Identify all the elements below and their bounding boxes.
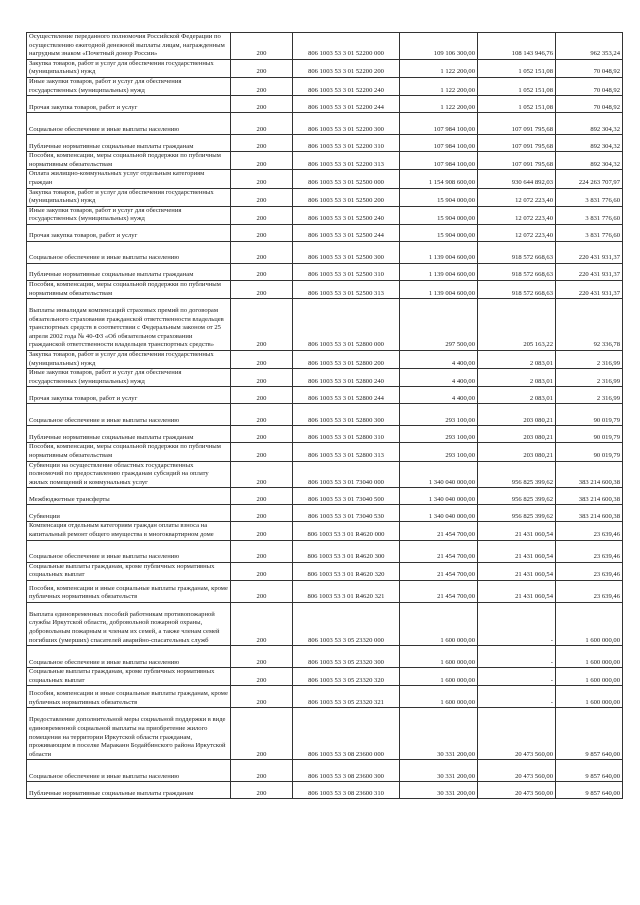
row-executed-cell: 956 825 399,62 — [478, 461, 556, 488]
table-row — [27, 77, 623, 95]
row-name-cell: Социальное обеспечение и иные выплаты населению — [27, 241, 231, 263]
row-name-cell: Социальные выплаты гражданам, кроме публичных нормативных социальных выплат — [27, 562, 231, 580]
table-row — [27, 59, 623, 77]
row-executed-cell: 107 091 795,68 — [478, 152, 556, 170]
row-unexecuted-cell: 90 019,79 — [556, 426, 623, 443]
row-unexecuted-cell: 220 431 931,37 — [556, 280, 623, 298]
row-approved-cell: 4 400,00 — [400, 351, 478, 369]
row-budget-code-cell: 806 1003 53 3 01 52200 200 — [293, 59, 400, 77]
row-approved-cell: 107 984 100,00 — [400, 113, 478, 135]
row-approved-cell: 1 600 000,00 — [400, 668, 478, 686]
row-unexecuted-cell: 3 831 776,60 — [556, 224, 623, 241]
row-budget-code-cell: 806 1003 53 3 01 52800 000 — [293, 299, 400, 351]
row-executed-cell: 20 473 560,00 — [478, 782, 556, 799]
table-row — [27, 387, 623, 404]
row-approved-cell: 1 340 040 000,00 — [400, 505, 478, 522]
row-unexecuted-cell: 92 336,78 — [556, 299, 623, 351]
table-row — [27, 562, 623, 580]
row-admin-code-cell: 200 — [231, 562, 293, 580]
row-unexecuted-cell: 23 639,46 — [556, 580, 623, 602]
row-budget-code-cell: 806 1003 53 3 05 23320 300 — [293, 646, 400, 668]
row-executed-cell: 918 572 668,63 — [478, 280, 556, 298]
row-approved-cell: 21 454 700,00 — [400, 522, 478, 540]
row-executed-cell: 203 080,21 — [478, 426, 556, 443]
row-budget-code-cell: 806 1003 53 3 01 52200 310 — [293, 135, 400, 152]
row-budget-code-cell: 806 1003 53 3 01 R4620 000 — [293, 522, 400, 540]
row-admin-code-cell: 200 — [231, 135, 293, 152]
row-executed-cell: 930 644 892,03 — [478, 170, 556, 188]
row-budget-code-cell: 806 1003 53 3 01 52500 200 — [293, 188, 400, 206]
row-admin-code-cell: 200 — [231, 280, 293, 298]
row-admin-code-cell: 200 — [231, 404, 293, 426]
row-unexecuted-cell: 220 431 931,37 — [556, 263, 623, 280]
table-row — [27, 152, 623, 170]
row-executed-cell: 21 431 060,54 — [478, 580, 556, 602]
row-name-cell: Социальные выплаты гражданам, кроме публичных нормативных социальных выплат — [27, 668, 231, 686]
row-unexecuted-cell: 383 214 600,38 — [556, 461, 623, 488]
row-admin-code-cell: 200 — [231, 522, 293, 540]
row-unexecuted-cell: 2 316,99 — [556, 387, 623, 404]
row-unexecuted-cell: 892 304,32 — [556, 135, 623, 152]
table-row — [27, 505, 623, 522]
row-executed-cell: 203 080,21 — [478, 443, 556, 461]
row-admin-code-cell: 200 — [231, 540, 293, 562]
row-admin-code-cell: 200 — [231, 188, 293, 206]
row-executed-cell: 2 083,01 — [478, 351, 556, 369]
row-admin-code-cell: 200 — [231, 170, 293, 188]
row-executed-cell: - — [478, 646, 556, 668]
table-row — [27, 206, 623, 224]
row-budget-code-cell: 806 1003 53 3 01 52800 300 — [293, 404, 400, 426]
row-name-cell: Иные закупки товаров, работ и услуг для обеспечения государственных (муниципальных) нужд — [27, 77, 231, 95]
row-admin-code-cell: 200 — [231, 113, 293, 135]
row-admin-code-cell: 200 — [231, 33, 293, 60]
row-approved-cell: 30 331 200,00 — [400, 708, 478, 760]
row-name-cell: Социальное обеспечение и иные выплаты населению — [27, 404, 231, 426]
row-approved-cell: 1 154 908 600,00 — [400, 170, 478, 188]
row-name-cell: Публичные нормативные социальные выплаты гражданам — [27, 426, 231, 443]
row-name-cell: Иные закупки товаров, работ и услуг для обеспечения государственных (муниципальных) нужд — [27, 206, 231, 224]
row-executed-cell: 1 052 151,08 — [478, 96, 556, 113]
table-row — [27, 708, 623, 760]
row-admin-code-cell: 200 — [231, 351, 293, 369]
row-budget-code-cell: 806 1003 53 3 01 52500 240 — [293, 206, 400, 224]
row-name-cell: Закупка товаров, работ и услуг для обеспечения государственных (муниципальных) нужд — [27, 188, 231, 206]
row-executed-cell: - — [478, 602, 556, 645]
row-budget-code-cell: 806 1003 53 3 01 73040 000 — [293, 461, 400, 488]
row-unexecuted-cell: 70 048,92 — [556, 96, 623, 113]
row-unexecuted-cell: 224 263 707,97 — [556, 170, 623, 188]
row-approved-cell: 107 984 100,00 — [400, 152, 478, 170]
row-budget-code-cell: 806 1003 53 3 01 52800 244 — [293, 387, 400, 404]
row-approved-cell: 30 331 200,00 — [400, 760, 478, 782]
row-approved-cell: 1 139 004 600,00 — [400, 241, 478, 263]
table-row — [27, 96, 623, 113]
row-unexecuted-cell: 2 316,99 — [556, 351, 623, 369]
row-name-cell: Публичные нормативные социальные выплаты гражданам — [27, 782, 231, 799]
row-name-cell: Осуществление переданного полномочия Российской Федерации по осуществлению ежегодной денежной выплаты лицам, награжденным нагрудным знаком «Почетный донор России» — [27, 33, 231, 60]
row-name-cell: Социальное обеспечение и иные выплаты населению — [27, 646, 231, 668]
row-admin-code-cell: 200 — [231, 263, 293, 280]
row-unexecuted-cell: 9 857 640,00 — [556, 760, 623, 782]
row-budget-code-cell: 806 1003 53 3 05 23320 320 — [293, 668, 400, 686]
table-row — [27, 426, 623, 443]
row-approved-cell: 1 139 004 600,00 — [400, 263, 478, 280]
row-name-cell: Пособия, компенсации и иные социальные выплаты гражданам, кроме публичных нормативных обязательств — [27, 580, 231, 602]
row-name-cell: Публичные нормативные социальные выплаты гражданам — [27, 263, 231, 280]
row-budget-code-cell: 806 1003 53 3 01 R4620 300 — [293, 540, 400, 562]
row-unexecuted-cell: 1 600 000,00 — [556, 602, 623, 645]
row-executed-cell: 107 091 795,68 — [478, 135, 556, 152]
table-row — [27, 299, 623, 351]
row-budget-code-cell: 806 1003 53 3 01 52800 200 — [293, 351, 400, 369]
row-unexecuted-cell: 9 857 640,00 — [556, 782, 623, 799]
table-row — [27, 443, 623, 461]
row-name-cell: Предоставление дополнительной меры социальной поддержки в виде единовременной социальной выплаты на приобретение жилого помещения на территории Иркутской области гражданам, проживающим в поселке Мараканн Бодайбинского района Иркутской области — [27, 708, 231, 760]
row-budget-code-cell: 806 1003 53 3 01 52500 310 — [293, 263, 400, 280]
row-name-cell: Прочая закупка товаров, работ и услуг — [27, 387, 231, 404]
row-approved-cell: 15 904 000,00 — [400, 188, 478, 206]
row-executed-cell: 1 052 151,08 — [478, 59, 556, 77]
row-admin-code-cell: 200 — [231, 488, 293, 505]
row-admin-code-cell: 200 — [231, 96, 293, 113]
row-budget-code-cell: 806 1003 53 3 01 52200 240 — [293, 77, 400, 95]
row-admin-code-cell: 200 — [231, 224, 293, 241]
row-name-cell: Публичные нормативные социальные выплаты гражданам — [27, 135, 231, 152]
row-admin-code-cell: 200 — [231, 782, 293, 799]
row-budget-code-cell: 806 1003 53 3 01 R4620 321 — [293, 580, 400, 602]
row-executed-cell: 20 473 560,00 — [478, 760, 556, 782]
row-executed-cell: - — [478, 668, 556, 686]
row-budget-code-cell: 806 1003 53 3 01 73040 530 — [293, 505, 400, 522]
row-budget-code-cell: 806 1003 53 3 01 73040 500 — [293, 488, 400, 505]
row-unexecuted-cell: 3 831 776,60 — [556, 206, 623, 224]
table-row — [27, 760, 623, 782]
row-executed-cell: 205 163,22 — [478, 299, 556, 351]
row-unexecuted-cell: 220 431 931,37 — [556, 241, 623, 263]
row-approved-cell: 109 106 300,00 — [400, 33, 478, 60]
row-admin-code-cell: 200 — [231, 77, 293, 95]
row-unexecuted-cell: 892 304,32 — [556, 113, 623, 135]
row-executed-cell: 1 052 151,08 — [478, 77, 556, 95]
row-approved-cell: 1 340 040 000,00 — [400, 461, 478, 488]
row-approved-cell: 15 904 000,00 — [400, 224, 478, 241]
row-name-cell: Социальное обеспечение и иные выплаты населению — [27, 760, 231, 782]
row-approved-cell: 1 122 200,00 — [400, 77, 478, 95]
table-row — [27, 522, 623, 540]
row-admin-code-cell: 200 — [231, 505, 293, 522]
row-name-cell: Межбюджетные трансферты — [27, 488, 231, 505]
row-unexecuted-cell: 23 639,46 — [556, 540, 623, 562]
row-approved-cell: 21 454 700,00 — [400, 540, 478, 562]
row-budget-code-cell: 806 1003 53 3 08 23600 000 — [293, 708, 400, 760]
row-admin-code-cell: 200 — [231, 461, 293, 488]
row-admin-code-cell: 200 — [231, 708, 293, 760]
row-budget-code-cell: 806 1003 53 3 08 23600 310 — [293, 782, 400, 799]
row-admin-code-cell: 200 — [231, 760, 293, 782]
row-name-cell: Оплата жилищно-коммунальных услуг отдельным категориям граждан — [27, 170, 231, 188]
row-executed-cell: 21 431 060,54 — [478, 540, 556, 562]
row-admin-code-cell: 200 — [231, 241, 293, 263]
row-executed-cell: 2 083,01 — [478, 369, 556, 387]
row-budget-code-cell: 806 1003 53 3 01 52800 313 — [293, 443, 400, 461]
row-admin-code-cell: 200 — [231, 443, 293, 461]
table-row — [27, 135, 623, 152]
row-name-cell: Компенсация отдельным категориям граждан оплаты взноса на капитальный ремонт общего имущества в многоквартирном доме — [27, 522, 231, 540]
row-unexecuted-cell: 90 019,79 — [556, 443, 623, 461]
row-unexecuted-cell: 383 214 600,38 — [556, 505, 623, 522]
row-admin-code-cell: 200 — [231, 668, 293, 686]
row-approved-cell: 293 100,00 — [400, 443, 478, 461]
row-budget-code-cell: 806 1003 53 3 01 52800 240 — [293, 369, 400, 387]
row-executed-cell: 203 080,21 — [478, 404, 556, 426]
row-executed-cell: 21 431 060,54 — [478, 562, 556, 580]
table-row — [27, 369, 623, 387]
table-row — [27, 686, 623, 708]
row-executed-cell: 2 083,01 — [478, 387, 556, 404]
row-unexecuted-cell: 1 600 000,00 — [556, 646, 623, 668]
row-unexecuted-cell: 23 639,46 — [556, 522, 623, 540]
row-admin-code-cell: 200 — [231, 646, 293, 668]
table-row — [27, 241, 623, 263]
row-admin-code-cell: 200 — [231, 387, 293, 404]
row-approved-cell: 293 100,00 — [400, 404, 478, 426]
row-budget-code-cell: 806 1003 53 3 01 R4620 320 — [293, 562, 400, 580]
table-row — [27, 280, 623, 298]
row-admin-code-cell: 200 — [231, 686, 293, 708]
row-approved-cell: 1 600 000,00 — [400, 646, 478, 668]
row-unexecuted-cell: 3 831 776,60 — [556, 188, 623, 206]
row-executed-cell: 108 143 946,76 — [478, 33, 556, 60]
row-name-cell: Прочая закупка товаров, работ и услуг — [27, 224, 231, 241]
row-executed-cell: - — [478, 686, 556, 708]
table-row — [27, 602, 623, 645]
row-unexecuted-cell: 70 048,92 — [556, 59, 623, 77]
row-executed-cell: 107 091 795,68 — [478, 113, 556, 135]
row-executed-cell: 21 431 060,54 — [478, 522, 556, 540]
row-budget-code-cell: 806 1003 53 3 01 52200 313 — [293, 152, 400, 170]
table-row — [27, 668, 623, 686]
row-budget-code-cell: 806 1003 53 3 01 52800 310 — [293, 426, 400, 443]
row-executed-cell: 12 072 223,40 — [478, 206, 556, 224]
row-name-cell: Социальное обеспечение и иные выплаты населению — [27, 540, 231, 562]
row-budget-code-cell: 806 1003 53 3 08 23600 300 — [293, 760, 400, 782]
budget-report-page — [26, 32, 622, 799]
row-approved-cell: 107 984 100,00 — [400, 135, 478, 152]
row-executed-cell: 918 572 668,63 — [478, 263, 556, 280]
row-unexecuted-cell: 892 304,32 — [556, 152, 623, 170]
row-budget-code-cell: 806 1003 53 3 05 23320 000 — [293, 602, 400, 645]
row-unexecuted-cell: 1 600 000,00 — [556, 668, 623, 686]
table-row — [27, 33, 623, 60]
row-admin-code-cell: 200 — [231, 206, 293, 224]
table-row — [27, 580, 623, 602]
row-budget-code-cell: 806 1003 53 3 01 52500 000 — [293, 170, 400, 188]
row-unexecuted-cell: 2 316,99 — [556, 369, 623, 387]
row-admin-code-cell: 200 — [231, 299, 293, 351]
table-row — [27, 404, 623, 426]
row-name-cell: Выплата единовременных пособий работникам противопожарной службы Иркутской области, добровольной пожарной охраны, добровольным пожарным и членам их семей, а также членам семей погибших (умерших) спасателей аварийно-спасательных служб — [27, 602, 231, 645]
row-name-cell: Социальное обеспечение и иные выплаты населению — [27, 113, 231, 135]
row-budget-code-cell: 806 1003 53 3 01 52500 244 — [293, 224, 400, 241]
row-admin-code-cell: 200 — [231, 580, 293, 602]
row-name-cell: Пособия, компенсации, меры социальной поддержки по публичным нормативным обязательствам — [27, 443, 231, 461]
row-approved-cell: 15 904 000,00 — [400, 206, 478, 224]
row-executed-cell: 12 072 223,40 — [478, 188, 556, 206]
row-executed-cell: 20 473 560,00 — [478, 708, 556, 760]
table-row — [27, 113, 623, 135]
row-approved-cell: 4 400,00 — [400, 369, 478, 387]
row-admin-code-cell: 200 — [231, 152, 293, 170]
table-row — [27, 263, 623, 280]
row-name-cell: Иные закупки товаров, работ и услуг для обеспечения государственных (муниципальных) нужд — [27, 369, 231, 387]
row-unexecuted-cell: 70 048,92 — [556, 77, 623, 95]
row-executed-cell: 918 572 668,63 — [478, 241, 556, 263]
row-unexecuted-cell: 1 600 000,00 — [556, 686, 623, 708]
row-approved-cell: 30 331 200,00 — [400, 782, 478, 799]
table-row — [27, 461, 623, 488]
row-name-cell: Закупка товаров, работ и услуг для обеспечения государственных (муниципальных) нужд — [27, 59, 231, 77]
table-row — [27, 351, 623, 369]
row-approved-cell: 1 122 200,00 — [400, 96, 478, 113]
row-admin-code-cell: 200 — [231, 426, 293, 443]
row-unexecuted-cell: 383 214 600,38 — [556, 488, 623, 505]
row-budget-code-cell: 806 1003 53 3 01 52200 300 — [293, 113, 400, 135]
row-admin-code-cell: 200 — [231, 602, 293, 645]
row-approved-cell: 1 600 000,00 — [400, 602, 478, 645]
row-budget-code-cell: 806 1003 53 3 05 23320 321 — [293, 686, 400, 708]
row-approved-cell: 1 600 000,00 — [400, 686, 478, 708]
row-budget-code-cell: 806 1003 53 3 01 52500 300 — [293, 241, 400, 263]
row-name-cell: Пособия, компенсации, меры социальной поддержки по публичным нормативным обязательствам — [27, 152, 231, 170]
table-body — [27, 33, 623, 799]
table-row — [27, 646, 623, 668]
row-approved-cell: 4 400,00 — [400, 387, 478, 404]
row-executed-cell: 956 825 399,62 — [478, 505, 556, 522]
row-approved-cell: 297 500,00 — [400, 299, 478, 351]
row-approved-cell: 293 100,00 — [400, 426, 478, 443]
row-unexecuted-cell: 9 857 640,00 — [556, 708, 623, 760]
row-name-cell: Пособия, компенсации, меры социальной поддержки по публичным нормативным обязательствам — [27, 280, 231, 298]
row-name-cell: Субвенции на осуществление областных государственных полномочий по предоставлению гражданам субсидий на оплату жилых помещений и коммунальных услуг — [27, 461, 231, 488]
table-row — [27, 782, 623, 799]
row-approved-cell: 21 454 700,00 — [400, 562, 478, 580]
row-budget-code-cell: 806 1003 53 3 01 52200 244 — [293, 96, 400, 113]
row-name-cell: Закупка товаров, работ и услуг для обеспечения государственных (муниципальных) нужд — [27, 351, 231, 369]
row-unexecuted-cell: 90 019,79 — [556, 404, 623, 426]
table-row — [27, 488, 623, 505]
row-admin-code-cell: 200 — [231, 369, 293, 387]
budget-execution-table — [26, 32, 623, 799]
row-name-cell: Выплаты инвалидам компенсаций страховых премий по договорам обязательного страхования гражданской ответственности владельцев транспортных средств в соответствии с Федеральным законом от 25 апреля 2002 года № 40-ФЗ «Об обязательном страховании гражданской ответственности владельцев транспортных средств» — [27, 299, 231, 351]
table-row — [27, 188, 623, 206]
row-name-cell: Пособия, компенсации и иные социальные выплаты гражданам, кроме публичных нормативных обязательств — [27, 686, 231, 708]
row-executed-cell: 12 072 223,40 — [478, 224, 556, 241]
row-approved-cell: 1 340 040 000,00 — [400, 488, 478, 505]
row-executed-cell: 956 825 399,62 — [478, 488, 556, 505]
row-approved-cell: 1 139 004 600,00 — [400, 280, 478, 298]
row-admin-code-cell: 200 — [231, 59, 293, 77]
row-name-cell: Прочая закупка товаров, работ и услуг — [27, 96, 231, 113]
row-budget-code-cell: 806 1003 53 3 01 52200 000 — [293, 33, 400, 60]
table-row — [27, 540, 623, 562]
row-approved-cell: 21 454 700,00 — [400, 580, 478, 602]
row-unexecuted-cell: 962 353,24 — [556, 33, 623, 60]
row-approved-cell: 1 122 200,00 — [400, 59, 478, 77]
row-name-cell: Субвенции — [27, 505, 231, 522]
row-unexecuted-cell: 23 639,46 — [556, 562, 623, 580]
row-budget-code-cell: 806 1003 53 3 01 52500 313 — [293, 280, 400, 298]
table-row — [27, 170, 623, 188]
table-row — [27, 224, 623, 241]
